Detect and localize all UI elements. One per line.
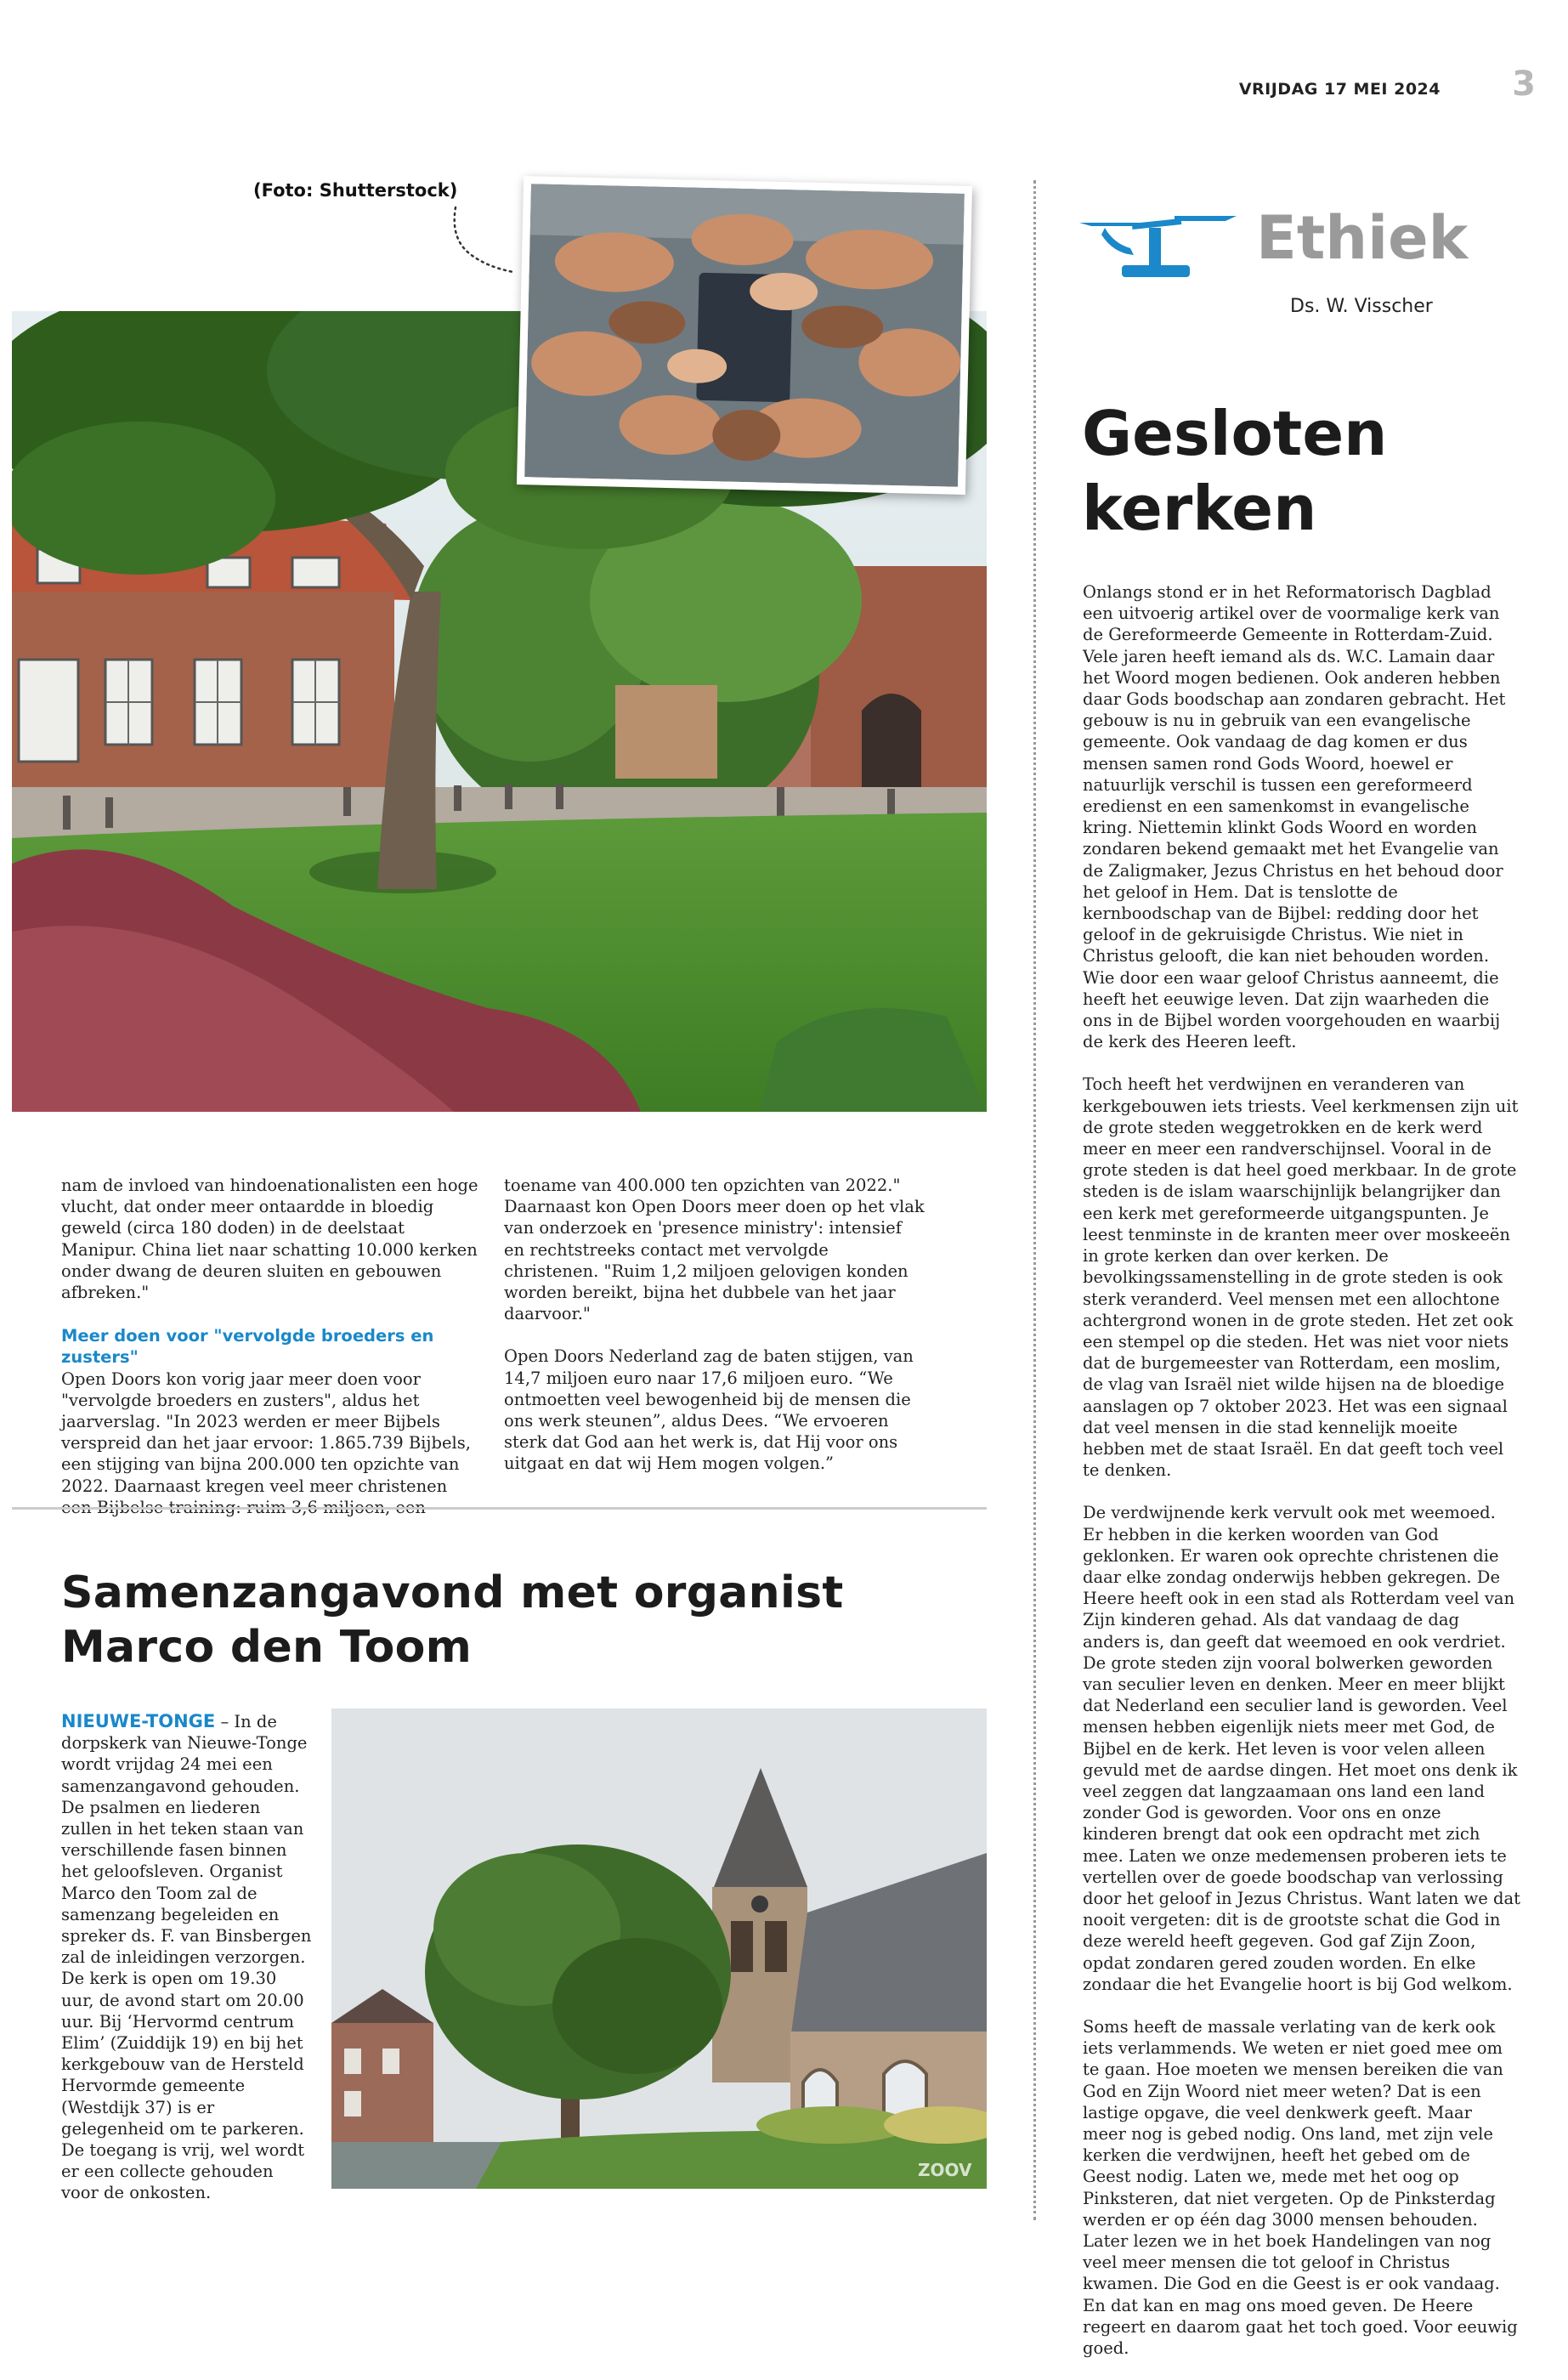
column-author: Ds. W. Visscher	[1290, 296, 1433, 317]
credit-connector-line	[450, 204, 518, 280]
samenzang-headline: Samenzangavond met organist Marco den Toom	[61, 1567, 844, 1673]
column-label: Ethiek	[1256, 203, 1469, 273]
page-date: VRIJDAG 17 MEI 2024	[1238, 80, 1441, 99]
article-top-paragraph: nam de invloed van hindoenationalisten een hoge vlucht, dat onder meer ontaardde in bloedig geweld (circa 180 doden) in de deelstaat Manipur. China liet naar schatting 10.000 kerken onder dwang de deuren sluiten en gebouwen afbreken."	[61, 1176, 478, 1303]
column-paragraph: Soms heeft de massale verlating van de kerk ook iets verlammends. We weten er niet goed mee om te gaan. Hoe moeten we mensen bereiken die van God en Zijn Woord niet meer weten? Dat is een lastige opgave, die veel denkwerk geeft. Maar meer nog is gebed nodig. Ons land, met zijn vele kerken die verdwijnen, heeft het gebed om de Geest nodig. Laten we, mede met het oog op Pinksteren, dat niet vergeten. Op de Pinksterdag werden er op één dag 3000 mensen behouden. Later lezen we in het boek Handelingen van nog veel meer mensen die tot geloof in Christus kwamen. Die God en die Geest is er ook vandaag. En dat kan en mag ons moed geven. De Heere regeert en daarom gaat het toch goed. Voor eeuwig goed.	[1083, 2017, 1518, 2359]
article-top-column-2	[504, 1175, 926, 1496]
samenzang-headline-block	[61, 1566, 979, 1674]
samenzang-kicker: NIEUWE-TONGE	[61, 1711, 216, 1731]
column-headline: Gesloten kerken	[1082, 398, 1388, 544]
column-headline-block	[1082, 396, 1422, 546]
article-top-paragraph: Open Doors kon vorig jaar meer doen voor "vervolgde broeders en zusters", aldus het jaarverslag. "In 2023 werden er meer Bijbels verspreid dan het jaar ervoor: 1.865.739 Bijbels, een stijging van bijna 200.000 ten opzichte van 2022. Daarnaast kregen veel meer christenen een Bijbelse training: ruim 3,6 miljoen, een	[61, 1368, 471, 1517]
column-paragraph: De verdwijnende kerk vervult ook met weemoed. Er hebben in die kerken woorden van God geklonken. Er waren ook oprechte christenen die daar elke zondag onderwijs hebben gekregen. De Heere heeft ook in een stad als Rotterdam veel van Zijn kinderen gehad. Als dat vandaag de dag anders is, dan geeft dat weemoed en ook verdriet. De grote steden zijn vooral bolwerken geworden van seculier leven en denken. Meer en meer blijkt dat Nederland een seculier land is geworden. Veel mensen hebben eigenlijk niets meer met God, de Bijbel en de kerk. Het leven is voor velen alleen gevuld met de aardse dingen. Het moet ons denk ik veel zeggen dat langzaamaan ons land een land zonder God is geworden. Voor ons en onze kinderen brengt dat ook een opdracht met zich mee. Laten we onze medemensen proberen iets te vertellen over de goede boodschap van verlossing door het geloof in Jezus Christus. Want laten we dat nooit vergeten: dit is de grootste schat die God in deze wereld heeft gegeven. God gaf Zijn Zoon, opdat zondaren gered zouden worden. En elke zondaar die het Evangelie hoort is bij God welkom.	[1083, 1503, 1520, 1994]
article-top-paragraph: Open Doors Nederland zag de baten stijgen, van 14,7 miljoen euro naar 17,6 miljoen euro. “We ontmoetten veel bewogenheid bij de mensen die ons werk steunen”, aldus Dees. “We ervoeren sterk dat God aan het werk is, dat Hij voor ons uitgaat en dat wij Hem mogen volgen.”	[504, 1346, 914, 1474]
column-paragraph: Toch heeft het verdwijnen en veranderen van kerkgebouwen iets triests. Veel kerkmensen zijn uit de grote steden weggetrokken en de kerk werd meer en meer een randverschijnsel. Vooral in de grote steden is dat heel goed merkbaar. In de grote steden is de islam waarschijnlijk belangrijker dan een kerk met gereformeerde uitgangspunten. Je leest tenminste in de kranten meer over moskeeën in grote kerken dan over kerken. De bevolkingssamenstelling in de grote steden is ook sterk veranderd. Veel mensen met een allochtone achtergrond wonen in de grote steden. Het zet ook een stempel op die steden. Het was niet voor niets dat de burgemeester van Rotterdam, een moslim, de vlag van Israël niet wilde hijsen na de bloedige aanslagen op 7 oktober 2023. Het was een signaal dat veel mensen in die stad kennelijk moeite hebben met de staat Israël. En dat geeft toch veel te denken.	[1083, 1074, 1519, 1481]
column-body	[1083, 581, 1520, 2380]
praying-hands-photo	[517, 176, 972, 495]
samenzang-body	[61, 1711, 313, 2204]
samenzang-text: – In de dorpskerk van Nieuwe-Tonge wordt vrijdag 24 mei een samenzangavond gehouden. De psalmen en liederen zullen in het teken staan van verschillende fasen binnen het geloofsleven. Organist Marco den Toom zal de samenzang begeleiden en spreker ds. F. van Binsbergen zal de inleidingen verzorgen. De kerk is open om 19.30 uur, de avond start om 20.00 uur. Bij ‘Hervormd centrum Elim’ (Zuiddijk 19) en bij het kerkgebouw van de Hersteld Hervormde gemeente (Westdijk 37) is er gelegenheid om te parkeren. De toegang is vrij, wel wordt er een collecte gehouden voor de onkosten.	[61, 1712, 312, 2203]
column-divider	[1033, 180, 1036, 2220]
praying-hands-illustration	[524, 184, 965, 486]
article-top-subhead: Meer doen voor "vervolgde broeders en zusters"	[61, 1326, 434, 1368]
article-top-paragraph: toename van 400.000 ten opzichten van 2022." Daarnaast kon Open Doors meer doen op het vlak van onderzoek en 'presence ministry': intensief en rechtstreeks contact met vervolgde christenen. "Ruim 1,2 miljoen gelovigen konden worden bereikt, bijna het dubbele van het jaar daarvoor."	[504, 1176, 925, 1324]
photo-credit: (Foto: Shutterstock)	[253, 180, 458, 201]
photo-watermark: ZOOV	[918, 2160, 972, 2180]
page-number: 3	[1512, 65, 1536, 104]
article-top-column-1	[61, 1175, 483, 1539]
column-paragraph: Onlangs stond er in het Reformatorisch Dagblad een uitvoerig artikel over de voormalige kerk van de Gereformeerde Gemeente in Rotterdam-Zuid. Vele jaren heeft iemand als ds. W.C. Lamain daar het Woord mogen bedienen. Ook anderen hebben daar Gods boodschap aan zondaren gebracht. Het gebouw is nu in gebruik van een evangelische gemeente. Ook vandaag de dag komen er dus mensen samen rond Gods Woord, hoewel er natuurlijk verschil is tussen een gereformeerd eredienst en een samenkomst in evangelische kring. Niettemin klinkt Gods Woord en worden zondaren bekend gemaakt met het Evangelie van de Zaligmaker, Jezus Christus en het behoud door het geloof in Hem. Dat is tenslotte de kernboodschap van de Bijbel: redding door het geloof in de gekruisigde Christus. Wie niet in Christus gelooft, die kan niet behouden worden. Wie door een waar geloof Christus aanneemt, die heeft het eeuwige leven. Dat zijn waarheden die ons in de Bijbel worden voorgehouden en waarbij de kerk des Heeren leeft.	[1083, 582, 1506, 1052]
village-church-photo	[331, 1708, 987, 2189]
balance-scale-icon	[1079, 209, 1241, 286]
section-divider	[12, 1507, 987, 1510]
village-church-illustration	[331, 1708, 987, 2189]
